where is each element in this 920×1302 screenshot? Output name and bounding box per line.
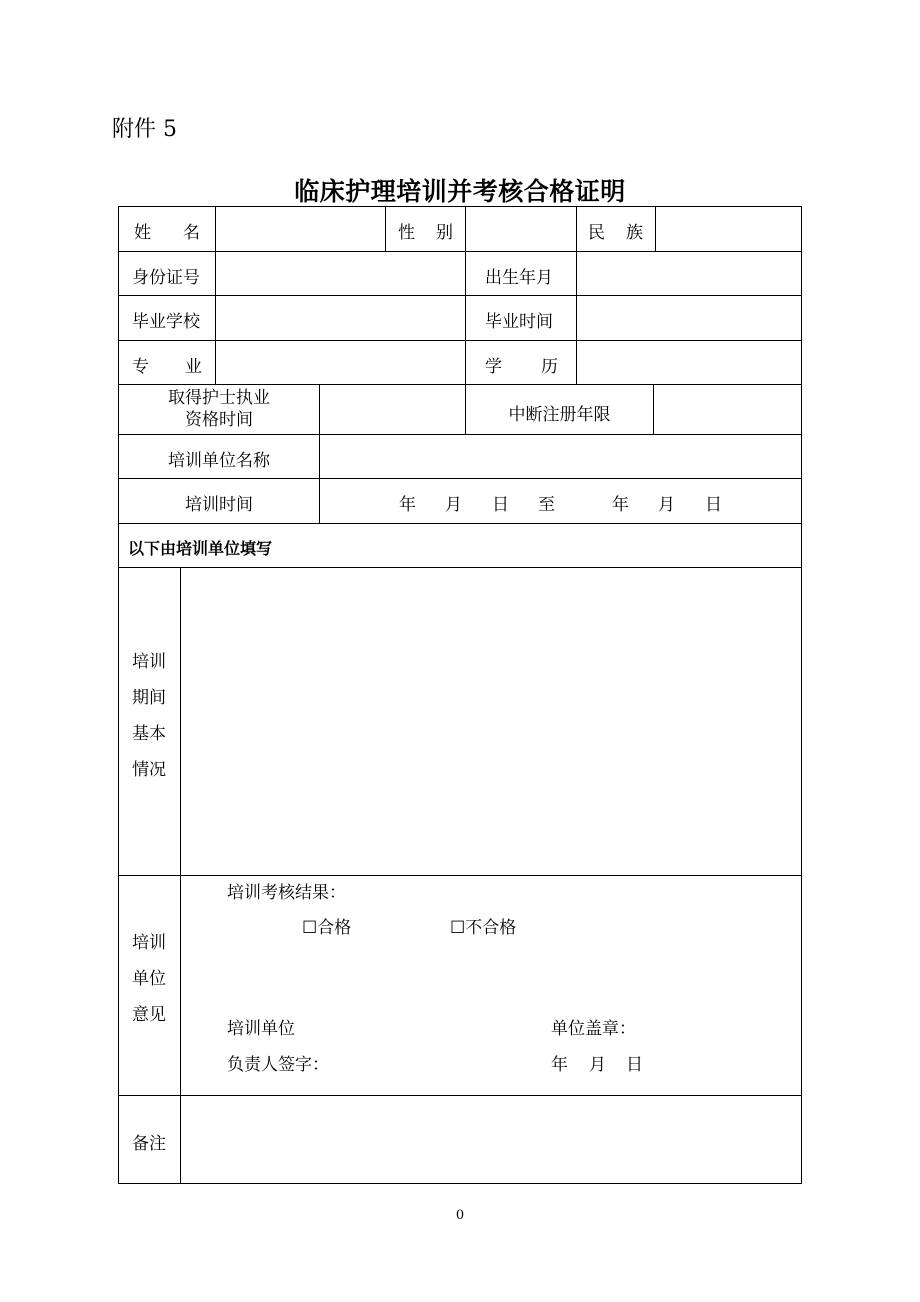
unit-seal-label: 单位盖章： [551,1019,636,1039]
license-time-label: 取得护士执业 资格时间 [168,388,270,430]
training-time-label: 培训时间 [185,495,253,515]
name-label: 姓 名 [134,223,200,243]
training-situation-label: 培训 期间 基本 情况 [132,652,166,780]
interrupt-years-label: 中断注册年限 [508,405,611,425]
signer-label: 负责人签字： [227,1055,329,1075]
pass-checkbox[interactable]: ☐合格 [302,918,352,938]
id-number-label: 身份证号 [132,268,200,288]
graduation-time-label: 毕业时间 [485,312,553,332]
school-label: 毕业学校 [132,312,200,332]
major-label: 专 业 [132,357,202,377]
education-label: 学 历 [485,357,558,377]
exam-result-label: 培训考核结果： [227,883,346,903]
section-header: 以下由培训单位填写 [128,539,273,558]
remarks-label: 备注 [132,1134,166,1154]
training-unit-name-label: 培训单位名称 [168,451,270,471]
training-unit-label: 培训单位 [227,1019,295,1039]
birth-date-label: 出生年月 [485,268,553,288]
unit-opinion-label: 培训 单位 意见 [132,933,166,1025]
page-number: 0 [455,1208,465,1223]
gender-label: 性 别 [398,223,453,243]
fail-checkbox[interactable]: ☐不合格 [450,918,517,938]
page-title: 临床护理培训并考核合格证明 [294,177,626,206]
attachment-label: 附件 5 [112,117,177,142]
ethnicity-label: 民 族 [588,223,643,243]
